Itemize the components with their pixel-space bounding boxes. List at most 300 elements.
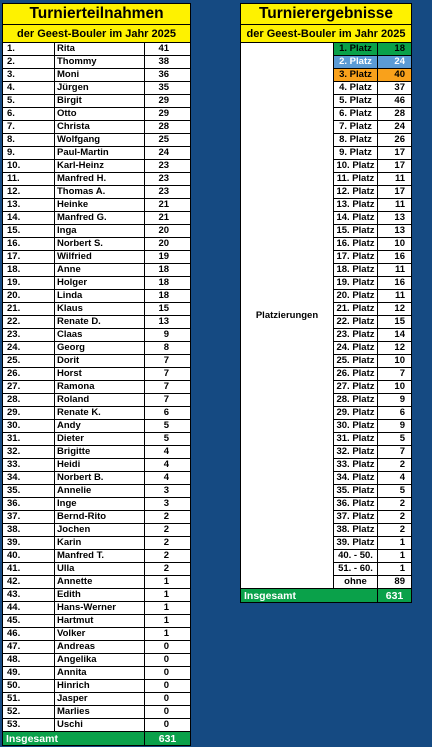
participant-count: 0 — [145, 641, 191, 654]
participant-count: 0 — [145, 680, 191, 693]
participant-count: 0 — [145, 654, 191, 667]
participant-count: 4 — [145, 459, 191, 472]
participant-rank: 37. — [3, 511, 55, 524]
participant-count: 0 — [145, 667, 191, 680]
participant-row — [3, 654, 191, 667]
participant-row — [3, 381, 191, 394]
participant-name: Linda — [55, 290, 145, 303]
placement-label: 37. Platz — [334, 511, 378, 524]
participant-rank: 51. — [3, 693, 55, 706]
participant-row — [3, 368, 191, 381]
participant-rank: 17. — [3, 251, 55, 264]
placement-count: 7 — [378, 368, 412, 381]
participant-rank: 41. — [3, 563, 55, 576]
placement-label: 5. Platz — [334, 95, 378, 108]
participant-rank: 1. — [3, 43, 55, 56]
placement-label: 19. Platz — [334, 277, 378, 290]
participant-name: Angelika — [55, 654, 145, 667]
participant-rank: 49. — [3, 667, 55, 680]
placement-label: 2. Platz — [334, 56, 378, 69]
participant-row — [3, 290, 191, 303]
participant-name: Ulla — [55, 563, 145, 576]
placement-label: ohne — [334, 576, 378, 589]
participant-name: Karl-Heinz — [55, 160, 145, 173]
participant-row — [3, 108, 191, 121]
placement-label: 11. Platz — [334, 173, 378, 186]
participant-count: 1 — [145, 589, 191, 602]
placement-count: 11 — [378, 173, 412, 186]
participant-name: Anne — [55, 264, 145, 277]
participant-count: 7 — [145, 394, 191, 407]
placements-label: Platzierungen — [241, 43, 334, 589]
participant-count: 5 — [145, 420, 191, 433]
participant-row — [3, 277, 191, 290]
participant-row — [3, 69, 191, 82]
participant-name: Bernd-Rito — [55, 511, 145, 524]
placement-count: 28 — [378, 108, 412, 121]
participant-count: 18 — [145, 277, 191, 290]
participant-rank: 45. — [3, 615, 55, 628]
participant-row — [3, 212, 191, 225]
participant-count: 1 — [145, 602, 191, 615]
participant-rank: 9. — [3, 147, 55, 160]
participant-name: Rita — [55, 43, 145, 56]
participant-count: 36 — [145, 69, 191, 82]
placement-count: 24 — [378, 121, 412, 134]
participant-name: Jürgen — [55, 82, 145, 95]
participant-rank: 43. — [3, 589, 55, 602]
participant-row — [3, 134, 191, 147]
participant-count: 9 — [145, 329, 191, 342]
placement-count: 2 — [378, 524, 412, 537]
participant-name: Annita — [55, 667, 145, 680]
participant-count: 4 — [145, 446, 191, 459]
participant-rank: 20. — [3, 290, 55, 303]
participant-name: Birgit — [55, 95, 145, 108]
participant-rank: 44. — [3, 602, 55, 615]
participant-name: Thommy — [55, 56, 145, 69]
participant-rank: 42. — [3, 576, 55, 589]
participant-row — [3, 602, 191, 615]
participant-rank: 50. — [3, 680, 55, 693]
participant-rank: 39. — [3, 537, 55, 550]
participant-rank: 10. — [3, 160, 55, 173]
participant-name: Heidi — [55, 459, 145, 472]
participant-row — [3, 511, 191, 524]
participant-row — [3, 498, 191, 511]
participant-row — [3, 550, 191, 563]
participant-name: Paul-Martin — [55, 147, 145, 160]
participant-count: 7 — [145, 355, 191, 368]
placement-count: 40 — [378, 69, 412, 82]
placement-count: 11 — [378, 264, 412, 277]
placement-count: 37 — [378, 82, 412, 95]
placement-label: 39. Platz — [334, 537, 378, 550]
participant-row — [3, 485, 191, 498]
participant-count: 0 — [145, 706, 191, 719]
placement-label: 24. Platz — [334, 342, 378, 355]
participant-row — [3, 251, 191, 264]
participant-count: 4 — [145, 472, 191, 485]
placement-count: 15 — [378, 316, 412, 329]
placement-count: 10 — [378, 381, 412, 394]
placement-label: 20. Platz — [334, 290, 378, 303]
participant-name: Edith — [55, 589, 145, 602]
participant-count: 8 — [145, 342, 191, 355]
participant-rank: 36. — [3, 498, 55, 511]
participant-row — [3, 719, 191, 732]
participant-row — [3, 186, 191, 199]
participant-name: Georg — [55, 342, 145, 355]
placement-count: 11 — [378, 290, 412, 303]
participant-name: Karin — [55, 537, 145, 550]
result-row — [241, 43, 412, 56]
participant-name: Roland — [55, 394, 145, 407]
placement-label: 3. Platz — [334, 69, 378, 82]
placement-label: 10. Platz — [334, 160, 378, 173]
participant-row — [3, 225, 191, 238]
participant-name: Jasper — [55, 693, 145, 706]
participant-rank: 48. — [3, 654, 55, 667]
participant-row — [3, 121, 191, 134]
placement-count: 12 — [378, 342, 412, 355]
placement-count: 14 — [378, 329, 412, 342]
participant-count: 20 — [145, 238, 191, 251]
participant-row — [3, 329, 191, 342]
participant-name: Annette — [55, 576, 145, 589]
total-label: Insgesamt — [241, 589, 378, 603]
participant-rank: 6. — [3, 108, 55, 121]
placement-label: 21. Platz — [334, 303, 378, 316]
placement-count: 24 — [378, 56, 412, 69]
placement-count: 2 — [378, 511, 412, 524]
participant-count: 21 — [145, 199, 191, 212]
participant-row — [3, 420, 191, 433]
placement-count: 13 — [378, 225, 412, 238]
placement-label: 34. Platz — [334, 472, 378, 485]
participant-rank: 32. — [3, 446, 55, 459]
participant-row — [3, 238, 191, 251]
placement-label: 35. Platz — [334, 485, 378, 498]
participant-rank: 30. — [3, 420, 55, 433]
participant-name: Hans-Werner — [55, 602, 145, 615]
placement-label: 9. Platz — [334, 147, 378, 160]
participant-name: Manfred H. — [55, 173, 145, 186]
participant-name: Thomas A. — [55, 186, 145, 199]
placement-label: 36. Platz — [334, 498, 378, 511]
placement-label: 22. Platz — [334, 316, 378, 329]
participant-row — [3, 706, 191, 719]
participant-count: 0 — [145, 719, 191, 732]
participant-rank: 14. — [3, 212, 55, 225]
participant-row — [3, 667, 191, 680]
participation-title: Turnierteilnahmen — [3, 4, 191, 25]
participant-count: 0 — [145, 693, 191, 706]
placement-count: 7 — [378, 446, 412, 459]
participant-rank: 28. — [3, 394, 55, 407]
participant-rank: 4. — [3, 82, 55, 95]
placement-count: 4 — [378, 472, 412, 485]
placement-label: 29. Platz — [334, 407, 378, 420]
participant-count: 23 — [145, 173, 191, 186]
participant-row — [3, 641, 191, 654]
participant-rank: 40. — [3, 550, 55, 563]
participant-count: 1 — [145, 628, 191, 641]
placement-label: 13. Platz — [334, 199, 378, 212]
total-label: Insgesamt — [3, 732, 145, 746]
participant-count: 28 — [145, 121, 191, 134]
participant-count: 2 — [145, 550, 191, 563]
participant-count: 6 — [145, 407, 191, 420]
placement-count: 12 — [378, 303, 412, 316]
participant-count: 19 — [145, 251, 191, 264]
placement-label: 12. Platz — [334, 186, 378, 199]
participant-rank: 34. — [3, 472, 55, 485]
participant-count: 25 — [145, 134, 191, 147]
participant-name: Hartmut — [55, 615, 145, 628]
placement-label: 6. Platz — [334, 108, 378, 121]
participant-row — [3, 264, 191, 277]
participant-count: 23 — [145, 186, 191, 199]
participant-count: 29 — [145, 108, 191, 121]
participant-row — [3, 173, 191, 186]
participant-row — [3, 407, 191, 420]
results-subtitle: der Geest-Bouler im Jahr 2025 — [241, 25, 412, 43]
participant-count: 5 — [145, 433, 191, 446]
placement-count: 16 — [378, 277, 412, 290]
participant-rank: 2. — [3, 56, 55, 69]
participant-rank: 16. — [3, 238, 55, 251]
placement-label: 38. Platz — [334, 524, 378, 537]
placement-count: 46 — [378, 95, 412, 108]
participant-count: 1 — [145, 615, 191, 628]
participant-name: Renate K. — [55, 407, 145, 420]
participant-row — [3, 524, 191, 537]
participant-row — [3, 342, 191, 355]
participant-row — [3, 82, 191, 95]
placement-count: 9 — [378, 394, 412, 407]
participant-row — [3, 537, 191, 550]
placement-label: 33. Platz — [334, 459, 378, 472]
participant-count: 3 — [145, 498, 191, 511]
participant-rank: 11. — [3, 173, 55, 186]
participant-rank: 13. — [3, 199, 55, 212]
participant-name: Wolfgang — [55, 134, 145, 147]
results-title: Turnierergebnisse — [241, 4, 412, 25]
participant-row — [3, 56, 191, 69]
participant-rank: 52. — [3, 706, 55, 719]
placement-count: 18 — [378, 43, 412, 56]
participant-name: Inga — [55, 225, 145, 238]
participant-row — [3, 693, 191, 706]
placement-label: 14. Platz — [334, 212, 378, 225]
participant-count: 29 — [145, 95, 191, 108]
placement-count: 6 — [378, 407, 412, 420]
total-value: 631 — [378, 589, 412, 603]
participant-row — [3, 147, 191, 160]
placement-label: 26. Platz — [334, 368, 378, 381]
participant-row — [3, 394, 191, 407]
participant-name: Holger — [55, 277, 145, 290]
participant-count: 1 — [145, 576, 191, 589]
participant-rank: 26. — [3, 368, 55, 381]
participant-name: Ramona — [55, 381, 145, 394]
participant-count: 2 — [145, 511, 191, 524]
placement-count: 17 — [378, 160, 412, 173]
participant-count: 3 — [145, 485, 191, 498]
participant-rank: 21. — [3, 303, 55, 316]
placement-label: 27. Platz — [334, 381, 378, 394]
results-total-row — [241, 589, 412, 603]
participant-row — [3, 433, 191, 446]
participant-name: Horst — [55, 368, 145, 381]
participant-name: Claas — [55, 329, 145, 342]
placement-count: 17 — [378, 186, 412, 199]
participant-rank: 12. — [3, 186, 55, 199]
placement-label: 32. Platz — [334, 446, 378, 459]
participant-row — [3, 615, 191, 628]
participant-row — [3, 563, 191, 576]
participant-row — [3, 680, 191, 693]
participant-rank: 53. — [3, 719, 55, 732]
participant-rank: 22. — [3, 316, 55, 329]
participant-name: Manfred T. — [55, 550, 145, 563]
placement-count: 2 — [378, 498, 412, 511]
placement-count: 1 — [378, 563, 412, 576]
participant-row — [3, 199, 191, 212]
placement-count: 9 — [378, 420, 412, 433]
participant-count: 18 — [145, 264, 191, 277]
participant-rank: 35. — [3, 485, 55, 498]
participant-name: Jochen — [55, 524, 145, 537]
participant-name: Klaus — [55, 303, 145, 316]
placement-label: 1. Platz — [334, 43, 378, 56]
placement-label: 30. Platz — [334, 420, 378, 433]
participant-row — [3, 446, 191, 459]
participant-row — [3, 160, 191, 173]
participant-rank: 5. — [3, 95, 55, 108]
placement-label: 15. Platz — [334, 225, 378, 238]
participant-name: Renate D. — [55, 316, 145, 329]
placement-count: 5 — [378, 485, 412, 498]
placement-label: 25. Platz — [334, 355, 378, 368]
participant-count: 24 — [145, 147, 191, 160]
participant-rank: 29. — [3, 407, 55, 420]
participant-count: 20 — [145, 225, 191, 238]
participant-row — [3, 576, 191, 589]
participant-count: 7 — [145, 368, 191, 381]
participant-rank: 3. — [3, 69, 55, 82]
placement-label: 18. Platz — [334, 264, 378, 277]
participant-rank: 46. — [3, 628, 55, 641]
placement-label: 51. - 60. — [334, 563, 378, 576]
participant-row — [3, 43, 191, 56]
placement-label: 8. Platz — [334, 134, 378, 147]
placement-count: 5 — [378, 433, 412, 446]
participant-rank: 33. — [3, 459, 55, 472]
participant-count: 13 — [145, 316, 191, 329]
placement-count: 2 — [378, 459, 412, 472]
participant-rank: 15. — [3, 225, 55, 238]
placement-count: 16 — [378, 251, 412, 264]
results-table — [240, 3, 412, 603]
participant-count: 2 — [145, 537, 191, 550]
participant-name: Andreas — [55, 641, 145, 654]
participant-name: Dorit — [55, 355, 145, 368]
placement-count: 26 — [378, 134, 412, 147]
participant-name: Wilfried — [55, 251, 145, 264]
placement-count: 1 — [378, 550, 412, 563]
participant-name: Moni — [55, 69, 145, 82]
placement-count: 17 — [378, 147, 412, 160]
participant-rank: 23. — [3, 329, 55, 342]
participant-name: Otto — [55, 108, 145, 121]
placement-label: 40. - 50. — [334, 550, 378, 563]
participant-rank: 18. — [3, 264, 55, 277]
participant-row — [3, 459, 191, 472]
placement-label: 28. Platz — [334, 394, 378, 407]
participant-name: Norbert B. — [55, 472, 145, 485]
participant-name: Inge — [55, 498, 145, 511]
participant-name: Hinrich — [55, 680, 145, 693]
participant-name: Andy — [55, 420, 145, 433]
participant-count: 41 — [145, 43, 191, 56]
participant-row — [3, 95, 191, 108]
participant-rank: 47. — [3, 641, 55, 654]
placement-count: 89 — [378, 576, 412, 589]
participation-subtitle: der Geest-Bouler im Jahr 2025 — [3, 25, 191, 43]
placement-label: 4. Platz — [334, 82, 378, 95]
placement-count: 1 — [378, 537, 412, 550]
participant-name: Norbert S. — [55, 238, 145, 251]
participant-rank: 7. — [3, 121, 55, 134]
placement-label: 17. Platz — [334, 251, 378, 264]
placement-label: 31. Platz — [334, 433, 378, 446]
participant-rank: 31. — [3, 433, 55, 446]
participant-name: Annelie — [55, 485, 145, 498]
total-value: 631 — [145, 732, 191, 746]
participant-row — [3, 316, 191, 329]
participation-total-row — [3, 732, 191, 746]
participant-name: Christa — [55, 121, 145, 134]
participant-rank: 38. — [3, 524, 55, 537]
participant-count: 2 — [145, 563, 191, 576]
participant-count: 18 — [145, 290, 191, 303]
participant-row — [3, 628, 191, 641]
participant-name: Manfred G. — [55, 212, 145, 225]
placement-count: 13 — [378, 212, 412, 225]
placement-count: 10 — [378, 355, 412, 368]
participant-name: Uschi — [55, 719, 145, 732]
participant-rank: 19. — [3, 277, 55, 290]
placement-label: 16. Platz — [334, 238, 378, 251]
participant-rank: 25. — [3, 355, 55, 368]
placement-label: 7. Platz — [334, 121, 378, 134]
participant-row — [3, 472, 191, 485]
participant-rank: 8. — [3, 134, 55, 147]
participant-name: Volker — [55, 628, 145, 641]
participant-rank: 24. — [3, 342, 55, 355]
participant-count: 7 — [145, 381, 191, 394]
participant-count: 38 — [145, 56, 191, 69]
participant-rank: 27. — [3, 381, 55, 394]
participant-name: Brigitte — [55, 446, 145, 459]
placement-label: 23. Platz — [334, 329, 378, 342]
participant-count: 35 — [145, 82, 191, 95]
placement-count: 11 — [378, 199, 412, 212]
participant-name: Marlies — [55, 706, 145, 719]
participant-count: 2 — [145, 524, 191, 537]
